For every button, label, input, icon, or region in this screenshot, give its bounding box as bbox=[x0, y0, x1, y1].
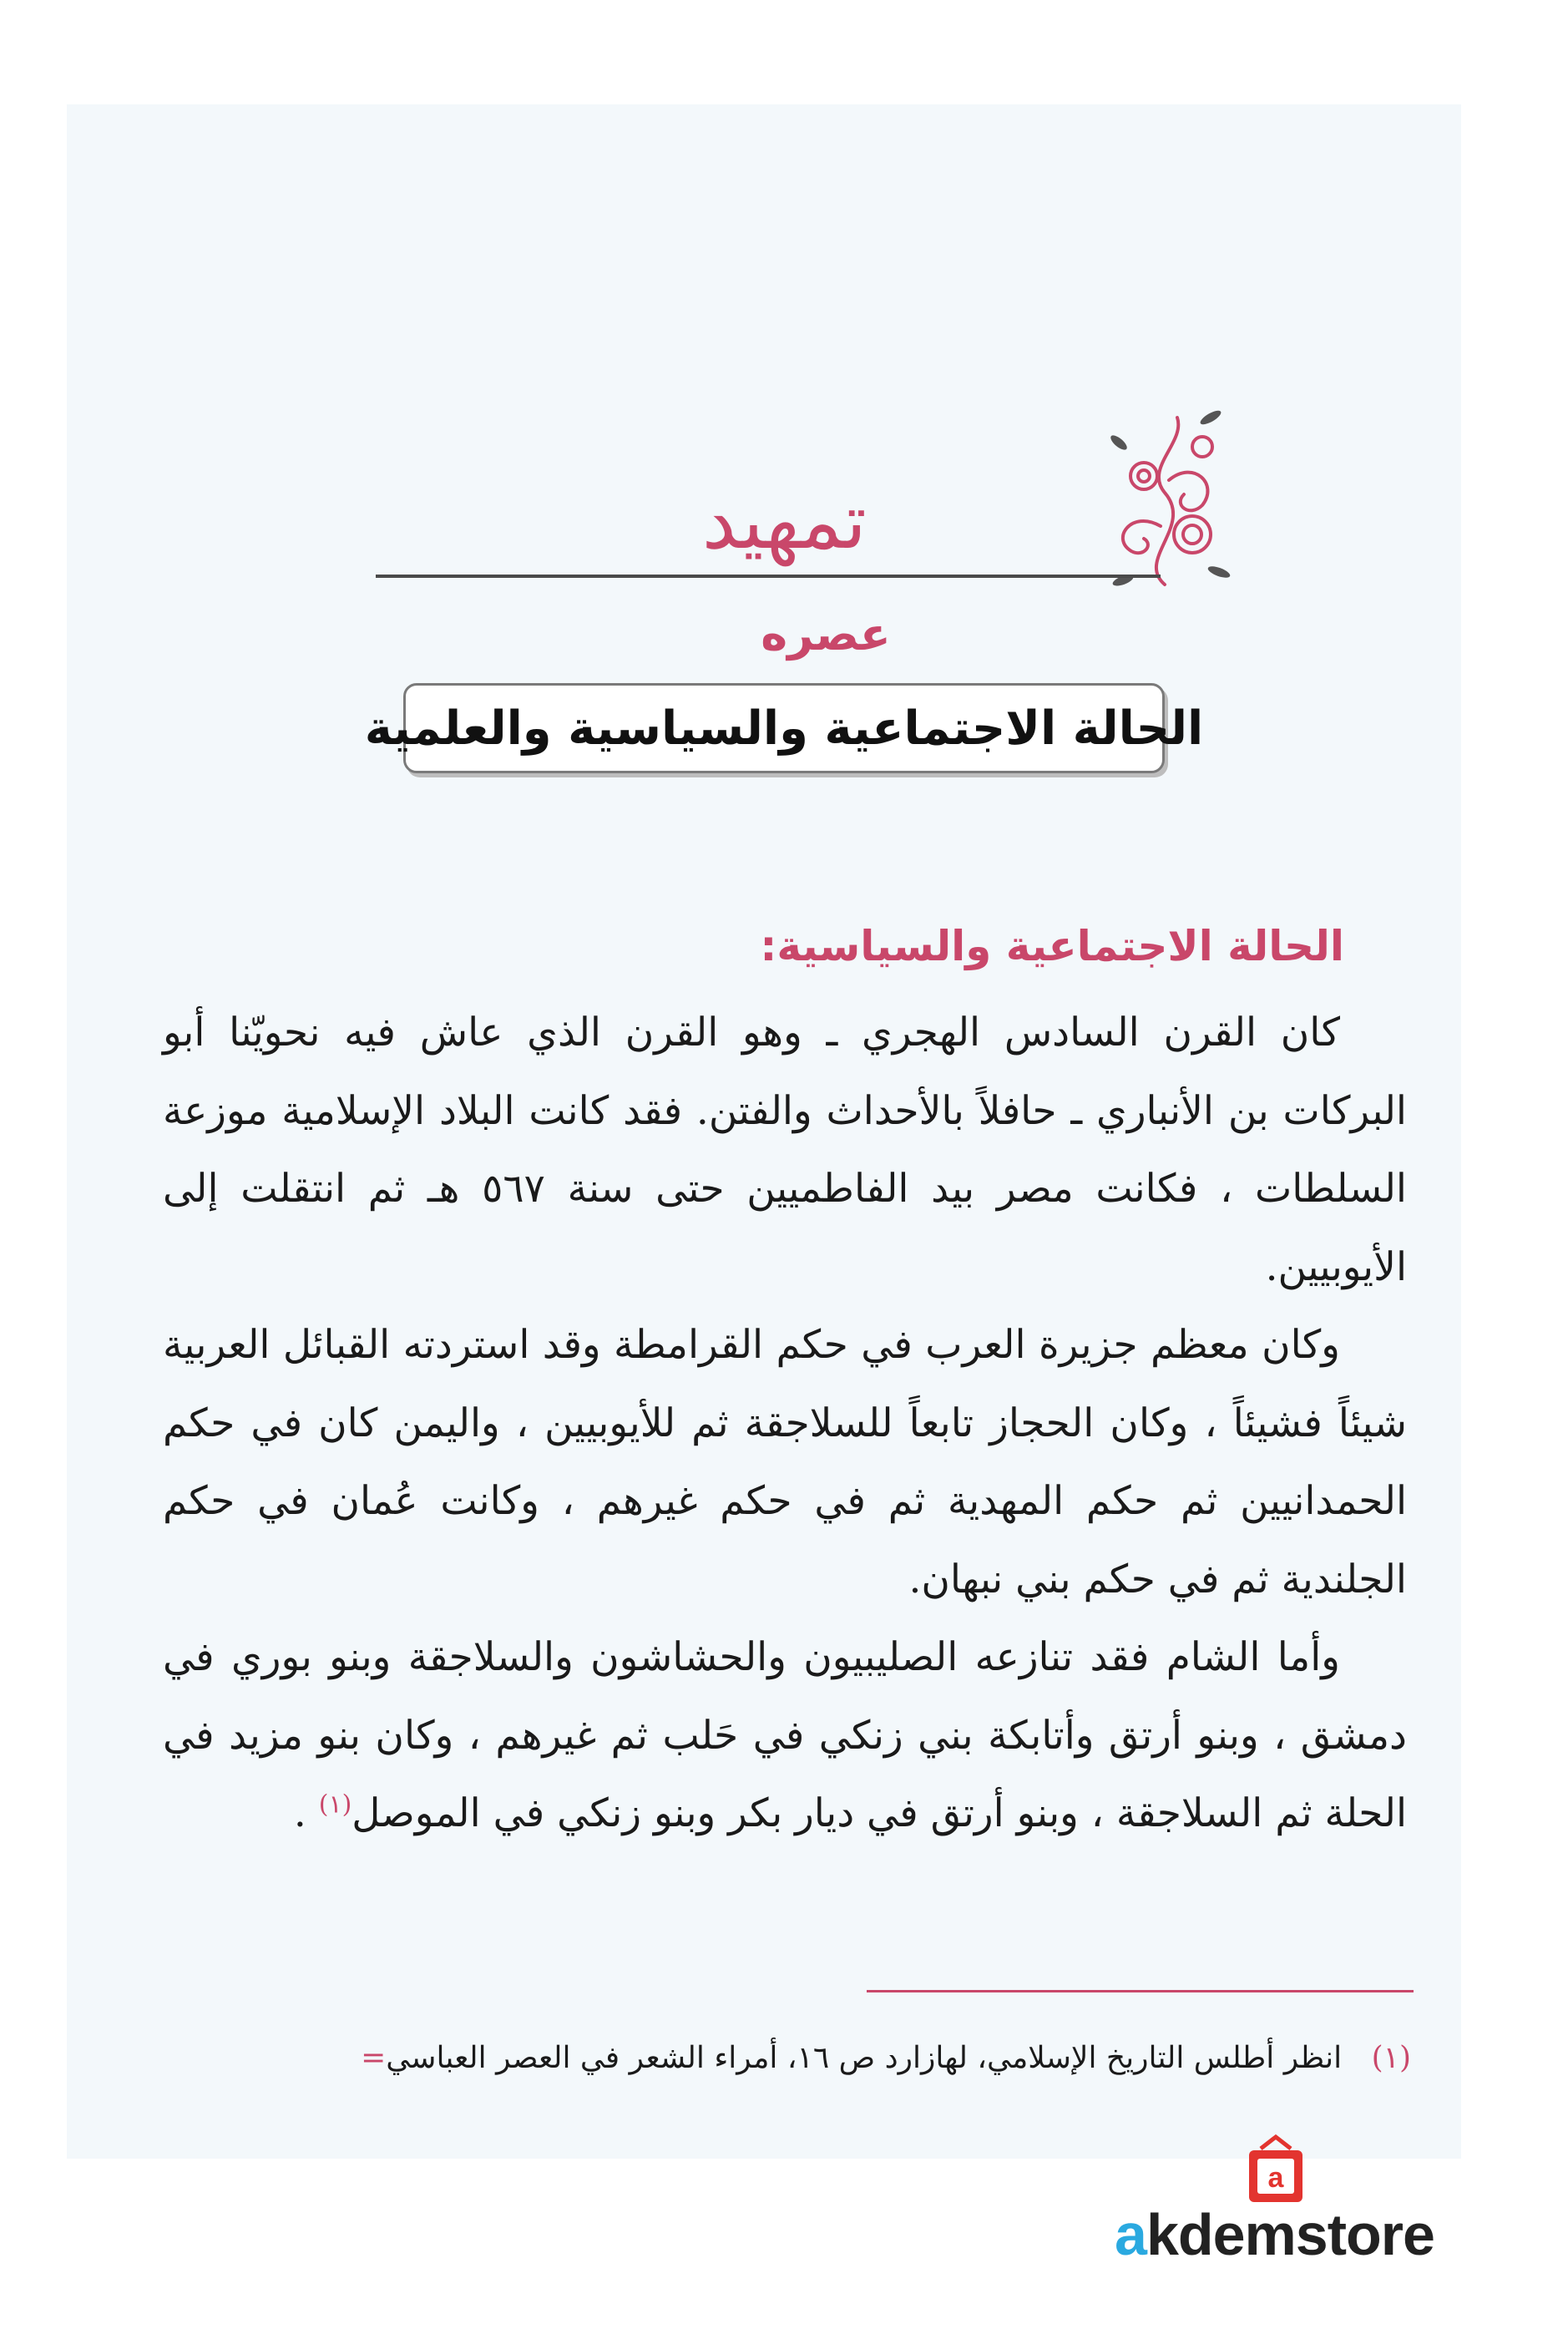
floral-ornament-icon bbox=[1085, 401, 1236, 593]
footnote-text: انظر أطلس التاريخ الإسلامي، لهازارد ص ١٦، أمراء الشعر في العصر العباسي bbox=[386, 2041, 1343, 2075]
title-text: الحالة الاجتماعية والسياسية والعلمية bbox=[364, 701, 1204, 756]
footnote bbox=[159, 2033, 1411, 2083]
footnote-reference[interactable]: (١) bbox=[318, 1790, 352, 1820]
paragraph-end: . bbox=[293, 1790, 306, 1836]
store-logo-icon bbox=[1242, 2134, 1309, 2209]
footnote-marker: (١) bbox=[1371, 2041, 1411, 2075]
paragraph-2: وكان معظم جزيرة العرب في حكم القرامطة وقد استردته القبائل العربية شيئاً فشيئاً ، وكان الحجاز تابعاً للسلاجقة ثم للأيوبيين ، واليمن كان في حكم الحمدانيين ثم حكم المهدية ثم في حكم غيرهم ، وكانت عُمان في حكم الجلندية ثم في حكم بني نبهان. bbox=[163, 1322, 1407, 1602]
footnote-continuation: = bbox=[361, 2041, 387, 2075]
title-box bbox=[364, 683, 1204, 773]
body-text bbox=[163, 994, 1407, 1853]
heading-rule bbox=[376, 575, 1161, 578]
store-logo-letter: a bbox=[1267, 2162, 1284, 2194]
section-heading: الحالة الاجتماعية والسياسية: bbox=[760, 922, 1344, 970]
paragraph-1: كان القرن السادس الهجري ـ وهو القرن الذي عاش فيه نحويّنا أبو البركات بن الأنباري ـ حافلاً بالأحداث والفتن. فقد كانت البلاد الإسلامية موزعة السلطات ، فكانت مصر بيد الفاطميين حتى سنة ٥٦٧ هـ ثم انتقلت إلى الأيوبيين. bbox=[163, 1010, 1407, 1290]
era-subtitle: عصره bbox=[761, 608, 891, 661]
watermark-text: akdemstore bbox=[1115, 2202, 1434, 2267]
chapter-heading: تمهيد bbox=[701, 477, 867, 566]
paragraph-3: وأما الشام فقد تنازعه الصليبيون والحشاشون والسلاجقة وبنو بوري في دمشق ، وبنو أرتق وأتابكة بني زنكي في حَلب ثم غيرهم ، وكان بنو مزيد في الحلة ثم السلاجقة ، وبنو أرتق في ديار بكر وبنو زنكي في الموصل$^{(١)}$ . bbox=[163, 1634, 1407, 1836]
footnote-rule bbox=[867, 1990, 1414, 1992]
